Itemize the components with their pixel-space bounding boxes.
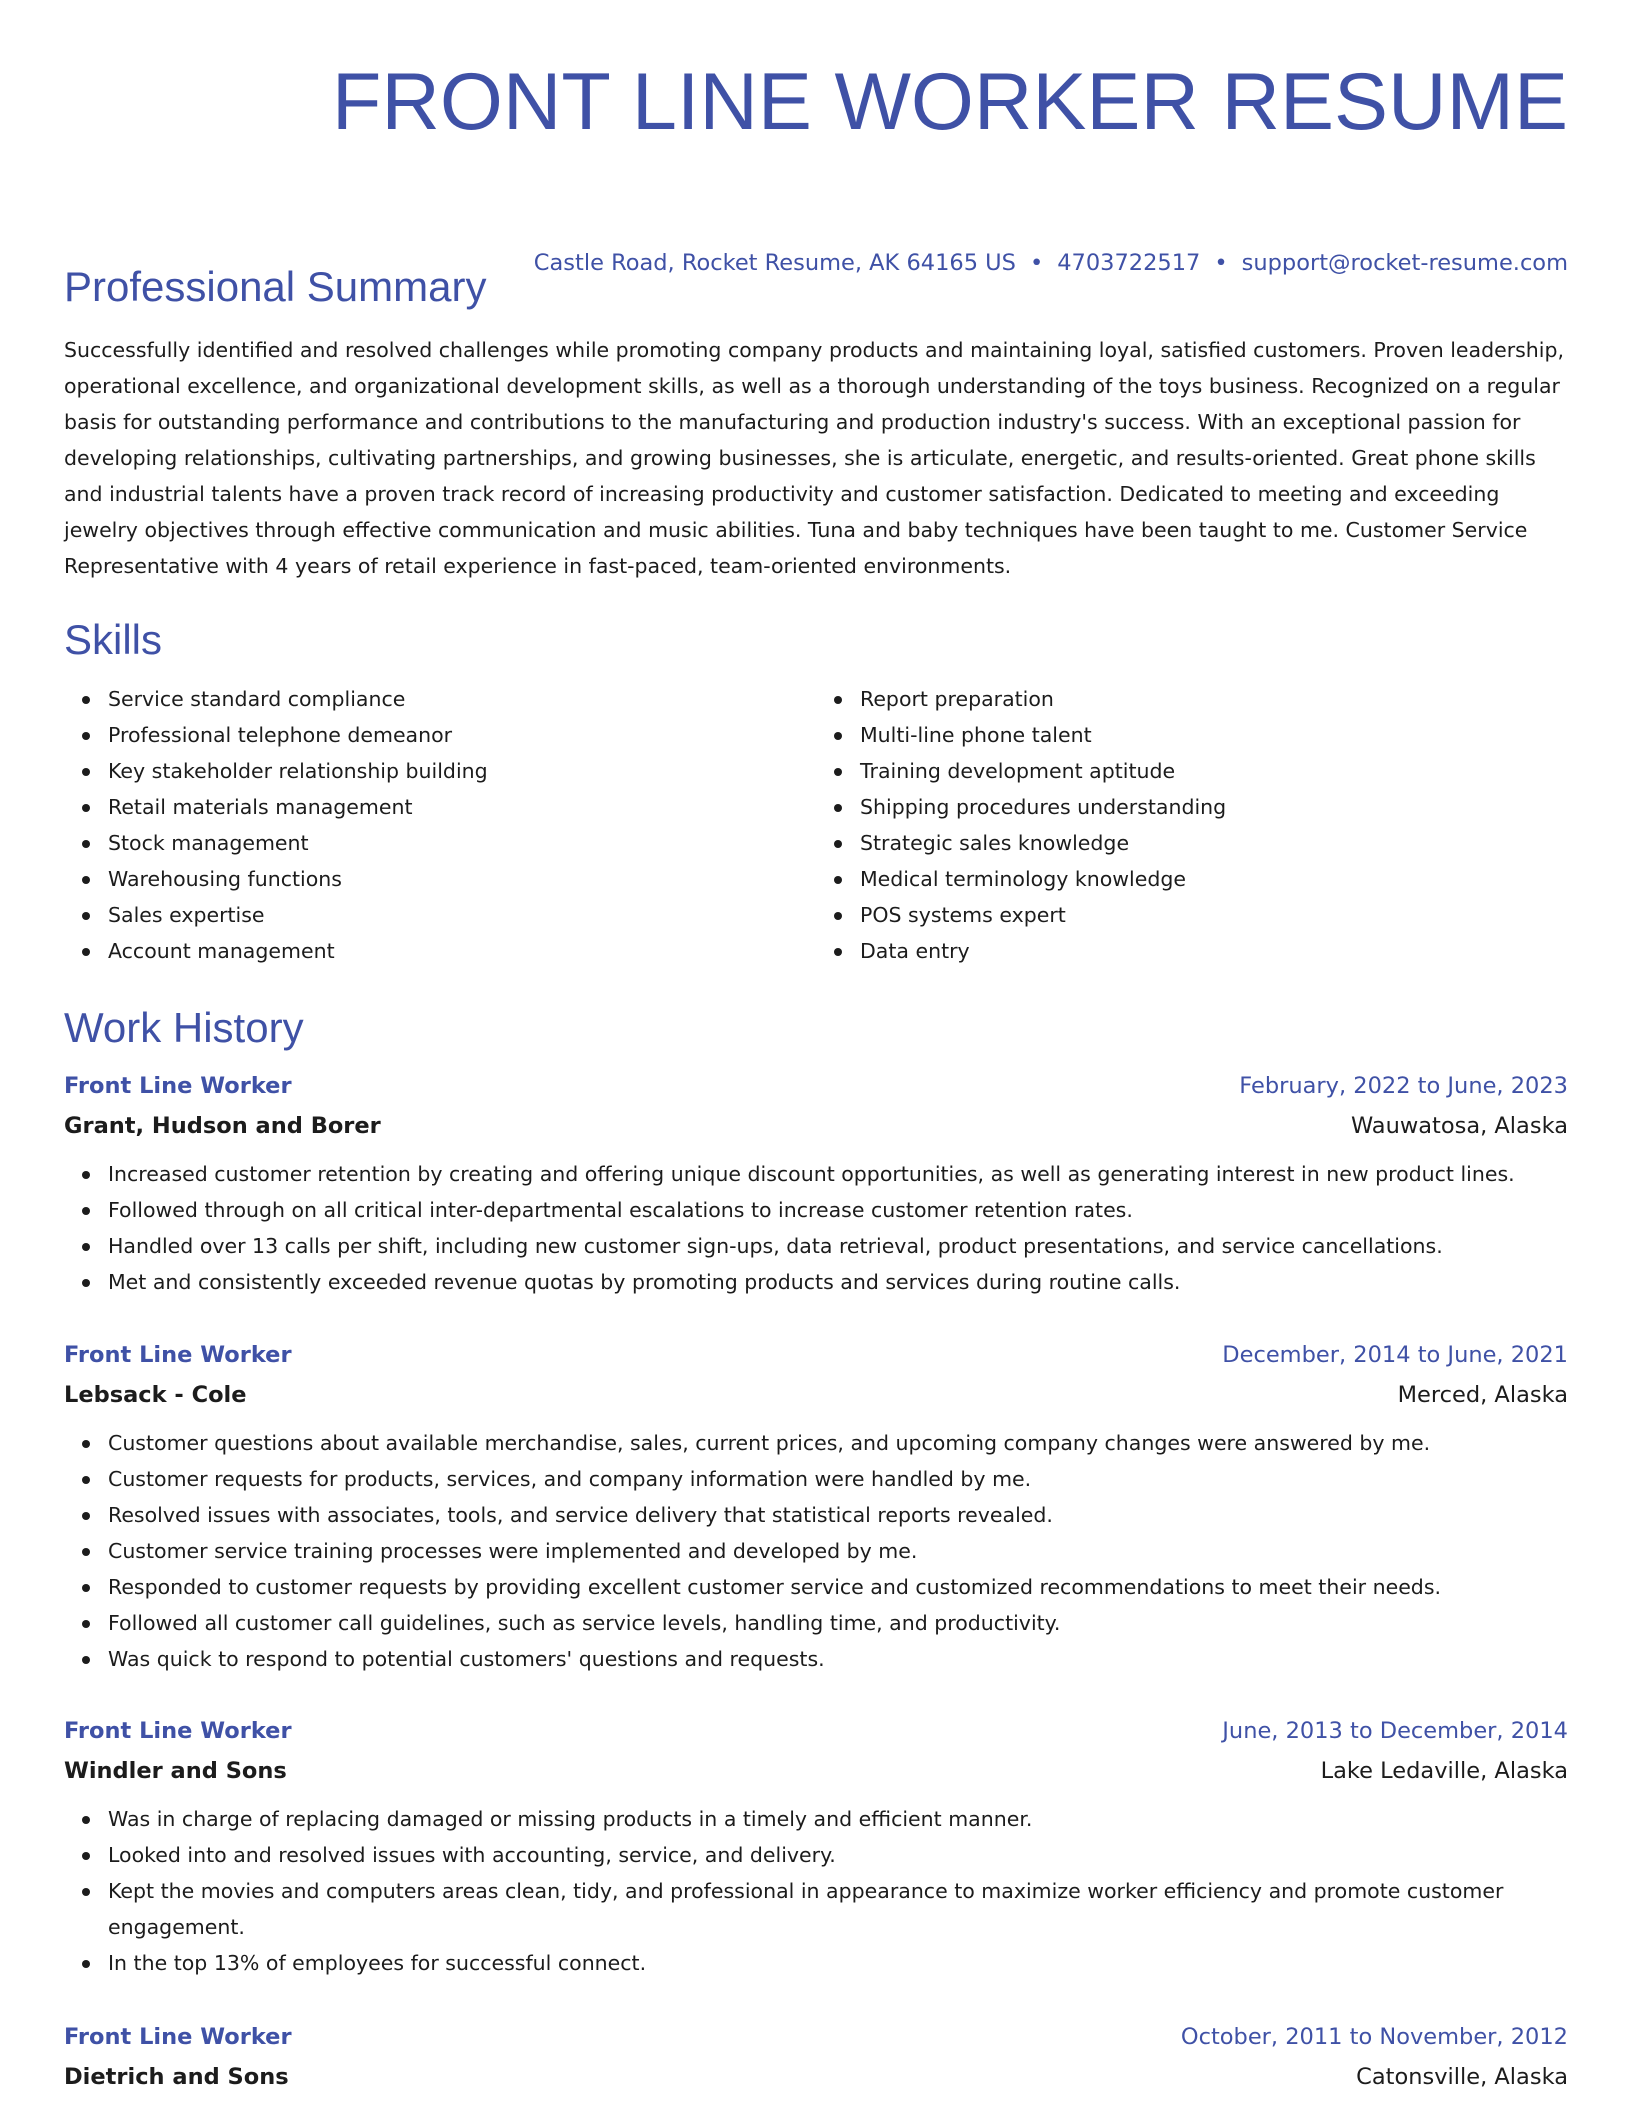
job-title: Front Line Worker bbox=[64, 1342, 292, 1368]
job-company: Windler and Sons bbox=[64, 1758, 287, 1784]
job-bullet: Customer questions about available merchandise, sales, current prices, and upcoming company changes were answered by me. bbox=[108, 1425, 1568, 1461]
skills-columns bbox=[64, 681, 1568, 969]
job-dates: June, 2013 to December, 2014 bbox=[1222, 1718, 1568, 1744]
job-dates: October, 2011 to November, 2012 bbox=[1180, 2024, 1568, 2050]
job-header-row bbox=[64, 1335, 1568, 1375]
resume-header bbox=[64, 52, 1568, 152]
skill-item: Data entry bbox=[860, 933, 1568, 969]
job-bullet: In the top 13% of employees for successful connect. bbox=[108, 1945, 1568, 1981]
skill-item: Sales expertise bbox=[108, 897, 816, 933]
job-bullet: Handled over 13 calls per shift, including new customer sign-ups, data retrieval, product presentations, and service cancellations. bbox=[108, 1228, 1568, 1264]
skill-item: Service standard compliance bbox=[108, 681, 816, 717]
job-company-row bbox=[64, 1375, 1568, 1415]
skill-item: Professional telephone demeanor bbox=[108, 717, 816, 753]
job-bullet: Was in charge of replacing damaged or missing products in a timely and efficient manner. bbox=[108, 1801, 1568, 1837]
skill-item: Report preparation bbox=[860, 681, 1568, 717]
job-header-row bbox=[64, 1711, 1568, 1751]
job-company-row bbox=[64, 1751, 1568, 1791]
job-company: Grant, Hudson and Borer bbox=[64, 1113, 381, 1139]
skill-item: Retail materials management bbox=[108, 789, 816, 825]
job-bullets bbox=[64, 1156, 1568, 1300]
skills-list-left bbox=[64, 681, 816, 969]
work-history-heading: Work History bbox=[64, 1004, 304, 1051]
job-title: Front Line Worker bbox=[64, 1073, 292, 1099]
resume-title: FRONT LINE WORKER RESUME bbox=[331, 57, 1568, 147]
skill-item: Shipping procedures understanding bbox=[860, 789, 1568, 825]
summary-heading: Professional Summary bbox=[64, 263, 487, 310]
skill-item: Medical terminology knowledge bbox=[860, 861, 1568, 897]
job-bullet: Was quick to respond to potential customers' questions and requests. bbox=[108, 1641, 1568, 1677]
skill-item: Key stakeholder relationship building bbox=[108, 753, 816, 789]
work-history-section bbox=[64, 1003, 1568, 2090]
skill-item: Account management bbox=[108, 933, 816, 969]
job-header-row bbox=[64, 2017, 1568, 2057]
job-location: Wauwatosa, Alaska bbox=[1350, 1113, 1568, 1139]
job-entry bbox=[64, 1711, 1568, 1981]
skill-item: Strategic sales knowledge bbox=[860, 825, 1568, 861]
job-entry bbox=[64, 1335, 1568, 1677]
job-dates: February, 2022 to June, 2023 bbox=[1239, 1073, 1568, 1099]
job-entry bbox=[64, 1066, 1568, 1300]
job-bullet: Met and consistently exceeded revenue quotas by promoting products and services during routine calls. bbox=[108, 1264, 1568, 1300]
contact-address: Castle Road, Rocket Resume, AK 64165 US bbox=[533, 250, 1016, 276]
contact-phone[interactable]: 4703722517 bbox=[1057, 250, 1201, 276]
job-company-row bbox=[64, 2057, 1568, 2097]
job-entry bbox=[64, 2017, 1568, 2097]
job-bullet: Looked into and resolved issues with accounting, service, and delivery. bbox=[108, 1837, 1568, 1873]
professional-summary-section bbox=[64, 262, 1568, 584]
skill-item: Stock management bbox=[108, 825, 816, 861]
job-bullet: Customer service training processes were implemented and developed by me. bbox=[108, 1533, 1568, 1569]
contact-email[interactable]: support@rocket-resume.com bbox=[1241, 250, 1568, 276]
job-title: Front Line Worker bbox=[64, 2024, 292, 2050]
summary-text: Successfully identified and resolved challenges while promoting company products and maintaining loyal, satisfied customers. Proven leadership, operational excellence, and organizational development skills, as well as a thorough understanding of the toys business. Recognized on a regular basis for outstanding performance and contributions to the manufacturing and production industry's success. With an exceptional passion for developing relationships, cultivating partnerships, and growing businesses, she is articulate, energetic, and results-oriented. Great phone skills and industrial talents have a proven track record of increasing productivity and customer satisfaction. Dedicated to meeting and exceeding jewelry objectives through effective communication and music abilities. Tuna and baby techniques have been taught to me. Customer Service Representative with 4 years of retail experience in fast-paced, team-oriented environments. bbox=[64, 338, 1565, 578]
job-bullet: Followed all customer call guidelines, such as service levels, handling time, and productivity. bbox=[108, 1605, 1568, 1641]
job-dates: December, 2014 to June, 2021 bbox=[1222, 1342, 1568, 1368]
job-company: Dietrich and Sons bbox=[64, 2064, 289, 2090]
job-bullet: Kept the movies and computers areas clean, tidy, and professional in appearance to maximize worker efficiency and promote customer engagement. bbox=[108, 1873, 1568, 1945]
skills-list-right bbox=[816, 681, 1568, 969]
job-company: Lebsack - Cole bbox=[64, 1382, 247, 1408]
job-location: Merced, Alaska bbox=[1397, 1382, 1568, 1408]
job-location: Lake Ledaville, Alaska bbox=[1320, 1758, 1568, 1784]
skills-heading: Skills bbox=[64, 616, 163, 663]
job-bullets bbox=[64, 1425, 1568, 1677]
contact-separator: • bbox=[1214, 250, 1228, 276]
job-bullet: Responded to customer requests by providing excellent customer service and customized recommendations to meet their needs. bbox=[108, 1569, 1568, 1605]
skill-item: POS systems expert bbox=[860, 897, 1568, 933]
job-title: Front Line Worker bbox=[64, 1718, 292, 1744]
skill-item: Training development aptitude bbox=[860, 753, 1568, 789]
job-bullet: Resolved issues with associates, tools, and service delivery that statistical reports revealed. bbox=[108, 1497, 1568, 1533]
job-location: Catonsville, Alaska bbox=[1356, 2064, 1568, 2090]
job-bullet: Followed through on all critical inter-departmental escalations to increase customer retention rates. bbox=[108, 1192, 1568, 1228]
skill-item: Warehousing functions bbox=[108, 861, 816, 897]
job-bullets bbox=[64, 1801, 1568, 1981]
job-header-row bbox=[64, 1066, 1568, 1106]
contact-separator: • bbox=[1029, 250, 1044, 276]
job-company-row bbox=[64, 1106, 1568, 1146]
skill-item: Multi-line phone talent bbox=[860, 717, 1568, 753]
job-bullet: Increased customer retention by creating and offering unique discount opportunities, as well as generating interest in new product lines. bbox=[108, 1156, 1568, 1192]
skills-section bbox=[64, 615, 1568, 969]
job-bullet: Customer requests for products, services, and company information were handled by me. bbox=[108, 1461, 1568, 1497]
